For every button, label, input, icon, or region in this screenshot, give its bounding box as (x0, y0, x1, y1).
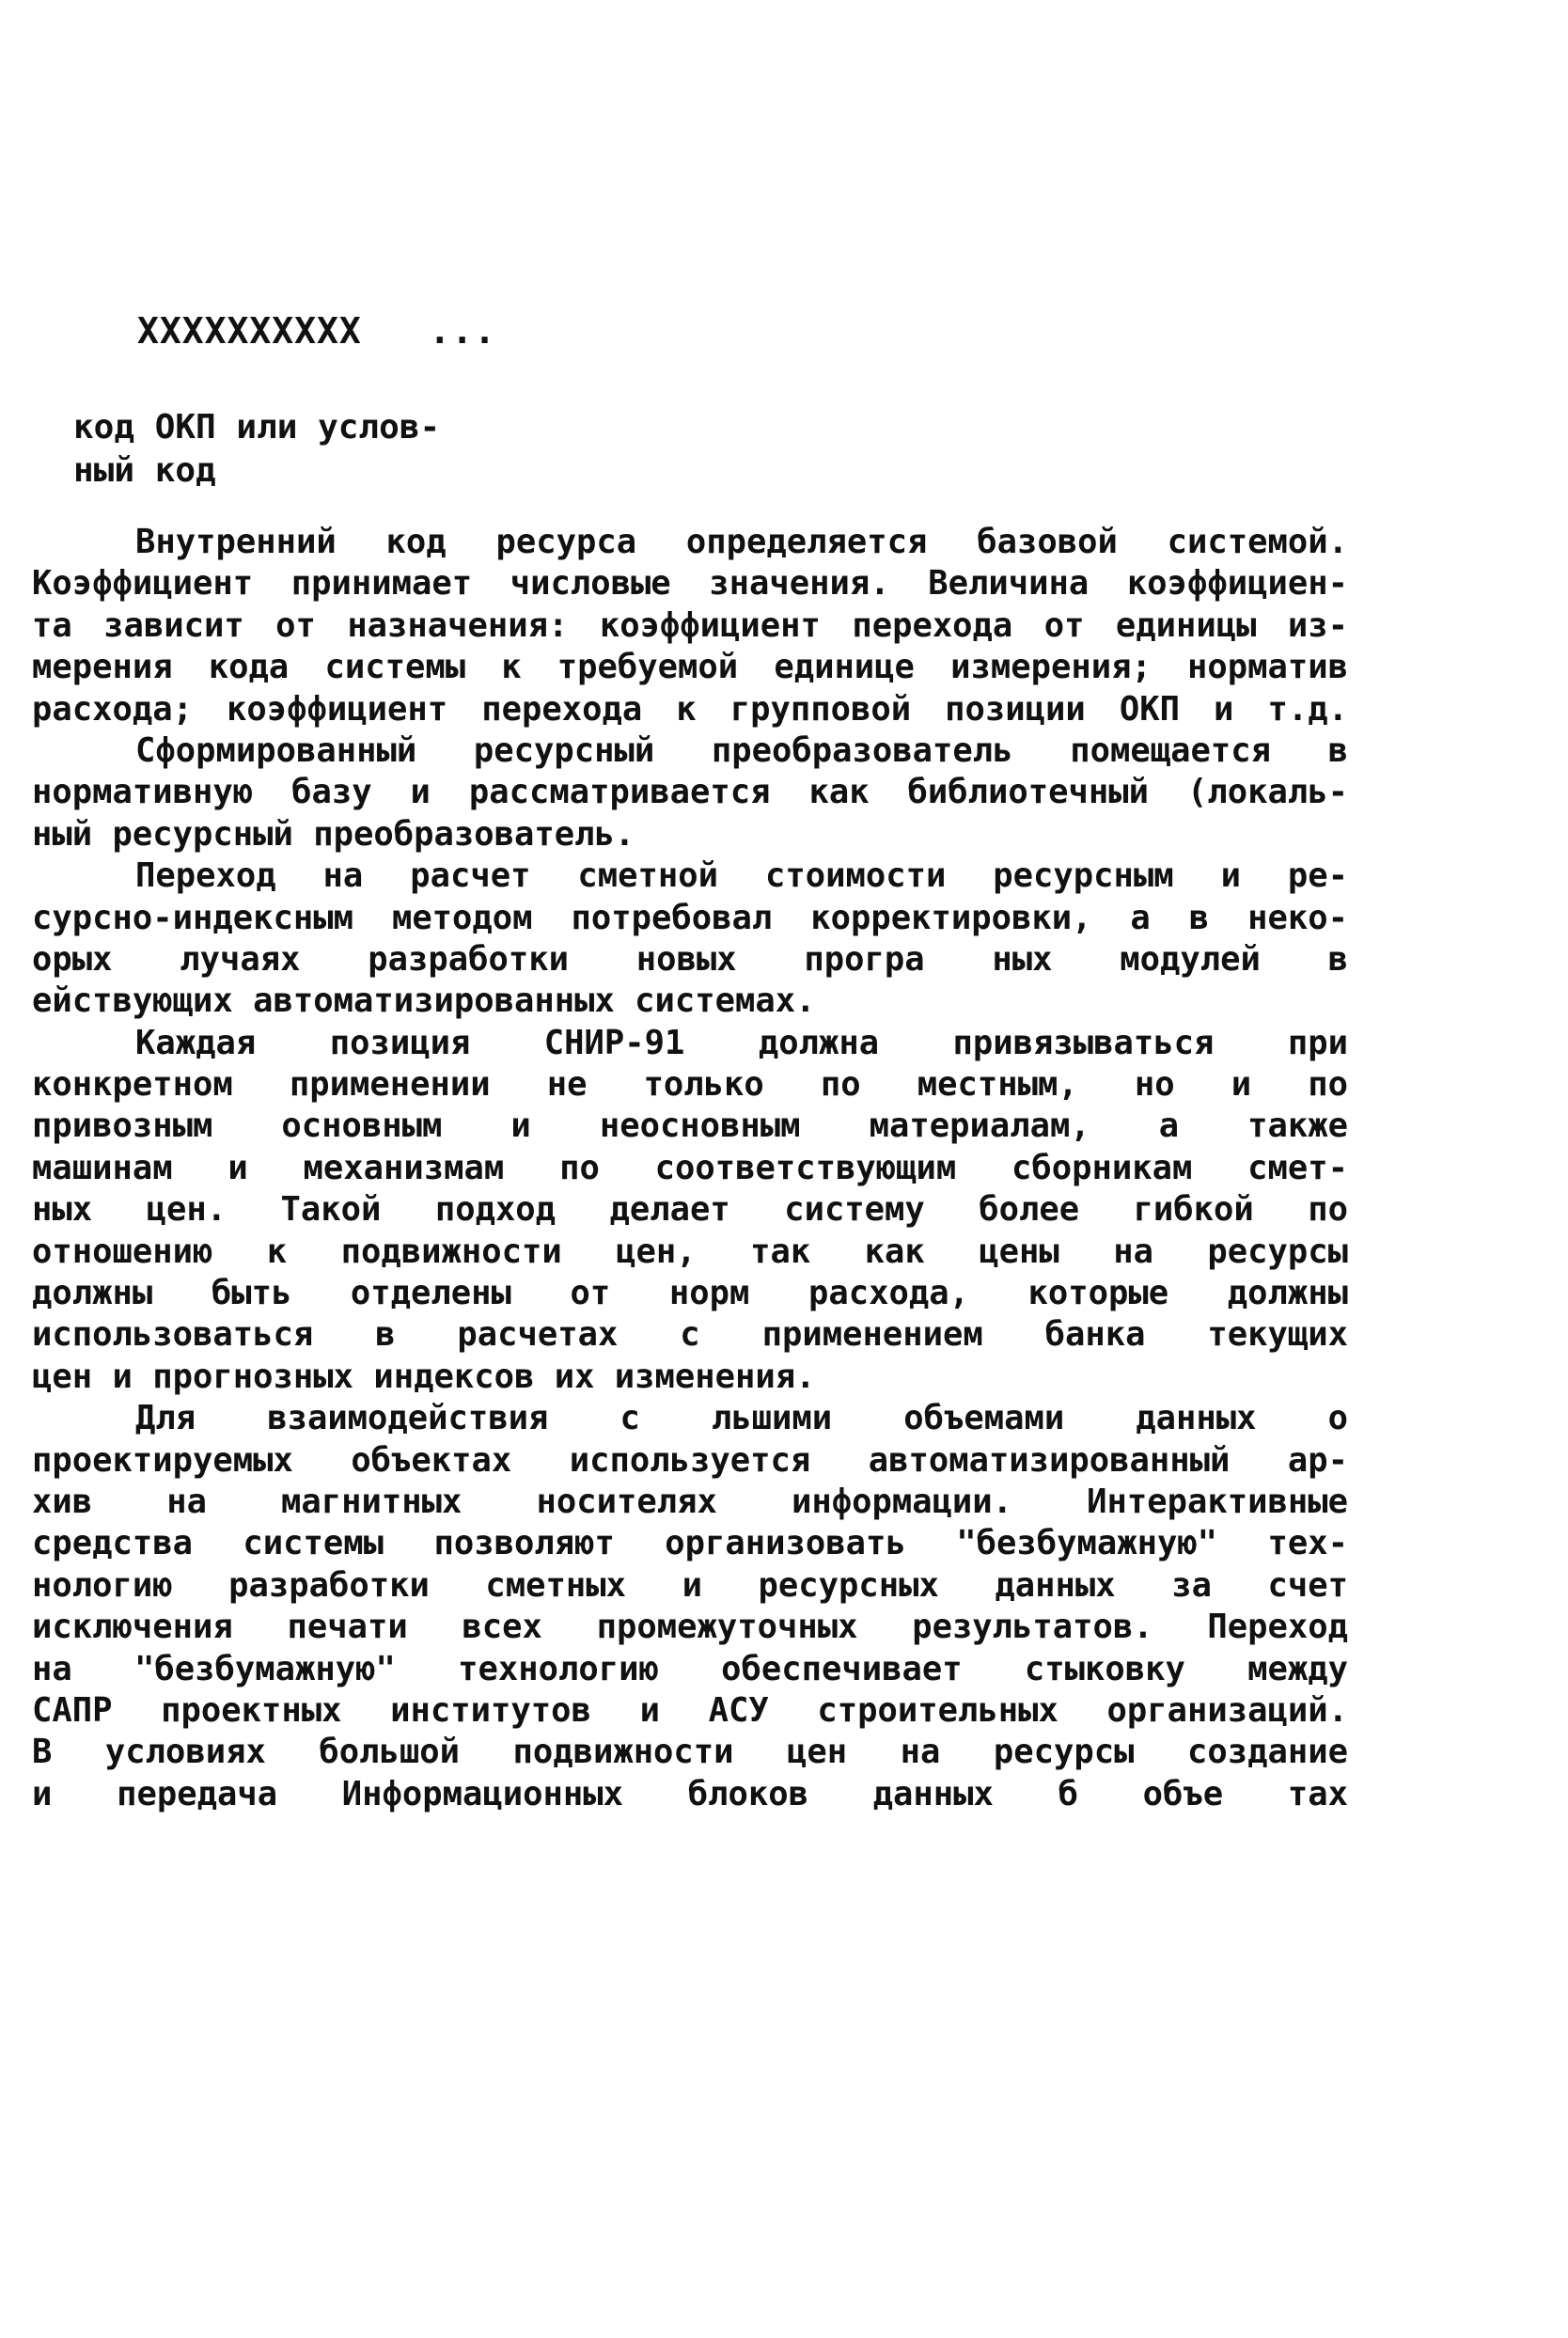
code-pattern: XXXXXXXXXX ... (137, 310, 497, 352)
text-line: должны быть отделены от норм расхода, которые должны (32, 1274, 1348, 1313)
text-line: Внутренний код ресурса определяется базовой системой. (135, 523, 1348, 561)
text-line: проектируемых объектах используется автоматизированный ар- (32, 1440, 1348, 1480)
text-line: Переход на расчет сметной стоимости ресурсным и ре- (135, 856, 1348, 896)
paragraph (32, 855, 1348, 1023)
text-line: Для взаимодействия с льшими объемами данных о (135, 1399, 1348, 1438)
text-line: В условиях большой подвижности цен на ресурсы создание (32, 1733, 1348, 1772)
text-line: ействующих автоматизированных системах. (32, 981, 816, 1021)
paragraph (32, 1023, 1348, 1399)
text-line: цен и прогнозных индексов их изменения. (32, 1357, 816, 1396)
code-caption-line: ный код (73, 451, 216, 490)
code-caption-line: код ОКП или услов- (73, 408, 441, 447)
text-line: сурсно-индексным методом потребовал корректировки, а в неко- (32, 898, 1348, 937)
text-line: нормативную базу и рассматривается как библиотечный (локаль- (32, 773, 1348, 812)
text-line: и передача Информационных блоков данных б объе тах (32, 1774, 1348, 1813)
paragraph (32, 730, 1348, 855)
text-line: орых лучаях разработки новых програ ных модулей в (32, 939, 1348, 979)
text-line: мерения кода системы к требуемой единице измерения; норматив (32, 648, 1348, 687)
text-line: ный ресурсный преобразователь. (32, 814, 635, 854)
text-line: машинам и механизмам по соответствующим сборникам смет- (32, 1148, 1348, 1187)
body-text (32, 522, 1348, 1815)
text-line: конкретном применении не только по местным, но и по (32, 1065, 1348, 1105)
text-line: нологию разработки сметных и ресурсных данных за счет (32, 1565, 1348, 1605)
text-line: Сформированный ресурсный преобразователь помещается в (135, 730, 1348, 770)
text-line: расхода; коэффициент перехода к групповой позиции ОКП и т.д. (32, 689, 1348, 729)
text-line: Коэффициент принимает числовые значения. Величина коэффициен- (32, 564, 1348, 604)
text-line: привозным основным и неосновным материалам, а также (32, 1106, 1348, 1146)
text-line: исключения печати всех промежуточных результатов. Переход (32, 1608, 1348, 1647)
text-line: хив на магнитных носителях информации. Интерактивные (32, 1482, 1348, 1521)
paragraph (32, 522, 1348, 730)
text-line: средства системы позволяют организовать "безбумажную" тех- (32, 1524, 1348, 1563)
text-line: Каждая позиция СНИР-91 должна привязываться при (135, 1023, 1348, 1062)
text-line: отношению к подвижности цен, так как цены на ресурсы (32, 1232, 1348, 1271)
paragraph (32, 1398, 1348, 1815)
text-line: ных цен. Такой подход делает систему более гибкой по (32, 1190, 1348, 1230)
text-line: использоваться в расчетах с применением банка текущих (32, 1315, 1348, 1355)
text-line: САПР проектных институтов и АСУ строительных организаций. (32, 1690, 1348, 1730)
text-line: та зависит от назначения: коэффициент перехода от единицы из- (32, 605, 1348, 645)
text-line: на "безбумажную" технологию обеспечивает стыковку между (32, 1649, 1348, 1688)
code-caption (73, 406, 440, 493)
